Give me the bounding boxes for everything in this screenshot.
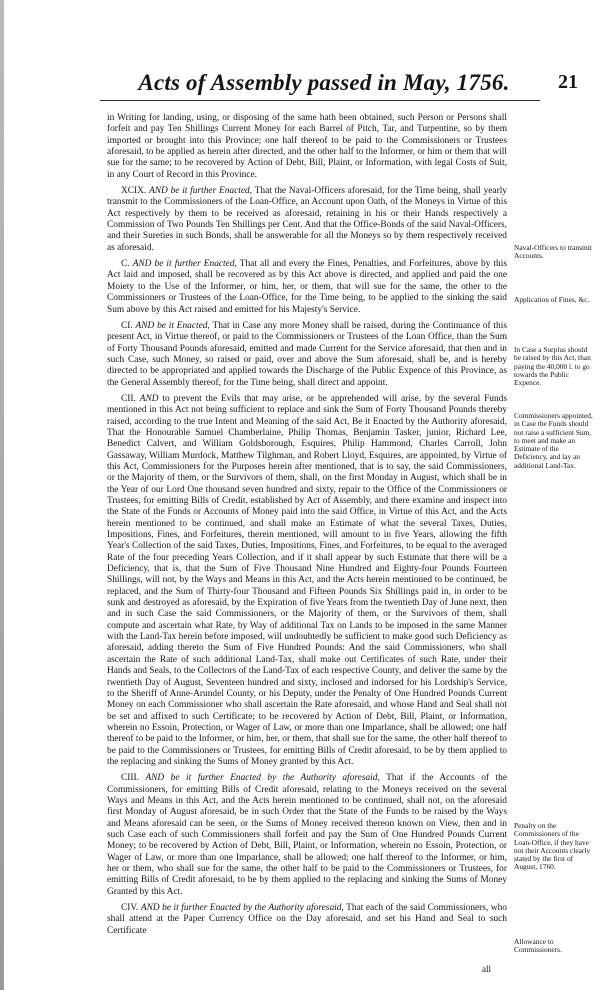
margin-note-surplus: In Case a Surplus should be raised by this Act, than paying the 40,000 l. to go towards the Public Expence.: [514, 345, 591, 388]
paragraph-text: That each of the said Commissioners, who shall attend at the Paper Currency Office on the Day aforesaid, and set his Hand and Seal to such Certificate: [107, 903, 507, 936]
paragraph-text: That all and every the Fines, Penalties, and Forfeitures, above by this Act laid and imposed, shall be recovered as by this Act above is directed, and applied and paid the one Moiety to the Use of the Informer, or him, her, or them, that will sue for the same, the other to the Commissioners or Trustees of the Loan-Office, for the Time being, to be applied to the sinking the said Sum above by this Act raised and emitted for his Majesty's Service.: [107, 259, 508, 315]
paragraph-continued: [107, 113, 507, 181]
margin-note-naval-officers: Naval-Officers to transmit Accounts.: [514, 243, 592, 261]
margin-note-allowance: Allowance to Commissioners.: [514, 937, 562, 955]
enacting-clause: AND: [139, 393, 159, 404]
paragraph-c: [107, 259, 507, 316]
binding-edge: [0, 0, 4, 990]
paragraph-text: in Writing for landing, using, or disposing of the same hath been obtained, such Person or Persons shall forfeit and pay Ten Shillings Current Money for each Barrel of Pitch, Tar, and Turpentine, so by them imported or brought into this Province; one half thereof to be paid to the Commissioners or Trustees aforesaid, to be applied as herein after directed, and the other half to the Informer, or him or them that will sue for the same; to be recovered by Action of Debt, Bill, Plaint, or Information, with legal Costs of Suit, in any Court of Record in this Province.: [107, 113, 507, 180]
section-number: CII.: [121, 393, 136, 404]
paragraph-text: That the Naval-Officers aforesaid, for the Time being, shall yearly transmit to the Commissioners of the Loan-Office, an Account upon Oath, of the Moneys in Virtue of this Act respectively by them to be received as aforesaid, retaining in his or their Hands respectively a Commission of Two Pounds Ten Shillings per Cent. And that the Office-Bonds of the said Naval-Officers, and their Sureties in such Bonds, shall be answerable for all the Moneys so by them respectively received as aforesaid.: [107, 186, 507, 253]
paragraph-xcix: [107, 186, 507, 254]
page-number: 21: [558, 71, 578, 93]
margin-note-fines: Application of Fines, &c.: [514, 295, 590, 304]
section-number: CIII.: [121, 773, 139, 784]
paragraph-text: That if the Accounts of the Commissioners, for emitting Bills of Credit aforesaid, relating to the Moneys received on the several Ways and Means in this Act, and the Acts herein mentioned to be continued, shall not, on the aforesaid first Monday of August aforesaid, be in such Order that the State of the Funds to be raised by the Ways and Means aforesaid can be seen, or the Sums of Money received thereon known on View, then and in such Case each of such Commissioners shall forfeit and pay the Sum of One Hundred Pounds Current Money; to be recovered by Action of Debt, Bill, Plaint, or Information, wherein no Essoin, Protection, or Wager of Law, or more than one Imparlance, shall be allowed; one half thereof to the Informer, or him, her or them, who shall sue for the same, the other half to be paid to the Commissioners or Trustees, for emitting Bills of Credit aforesaid, to be by them applied to the replacing and sinking the Sums of Money Granted by this Act.: [107, 773, 508, 897]
enacting-clause: AND be it further Enacted,: [149, 186, 253, 197]
section-number: C.: [121, 259, 130, 270]
margin-note-commissioners: Commissioners appointed, in Case the Funds should not raise a sufficient Sum, to meet and make an Estimate of the Deficiency, and lay an additional Land-Tax.: [514, 411, 593, 470]
body-text: [107, 113, 507, 942]
catchword: all: [482, 964, 491, 974]
paragraph-ciii: [107, 773, 507, 898]
paragraph-text: That in Case any more Money shall be raised, during the Continuance of this present Act, in Virtue thereof, or paid to the Commissioners or Trustees of the Loan Office, than the Sum of Forty Thousand Pounds aforesaid, emitted and made Current for the Service aforesaid, that then and in such Case, such Money, so raised or paid, over and above the Sum aforesaid, shall be, and is hereby directed to be appropriated and applied towards the Discharge of the Public Expence of this Province, as the General Assembly thereof, for the Time being, shall direct and appoint.: [107, 320, 507, 388]
enacting-clause: AND be it further Enacted by the Authority aforesaid,: [145, 773, 380, 784]
page-header: [90, 70, 578, 102]
running-title: Acts of Assembly passed in May, 1756.: [138, 70, 510, 95]
section-number: CIV.: [121, 903, 139, 914]
margin-note-penalty: Penalty on the Commissioners of the Loan-Office, if they have not their Accounts clearly stated by the first of August, 1760.: [514, 821, 591, 872]
enacting-clause: AND be it Enacted,: [135, 320, 210, 331]
enacting-clause: AND be it further Enacted by the Authority aforesaid,: [140, 903, 344, 914]
enacting-clause: AND be it further Enacted,: [132, 259, 237, 270]
header-rule: [100, 100, 540, 101]
paragraph-civ: [107, 903, 507, 937]
section-number: CI.: [121, 320, 133, 331]
paragraph-ci: [107, 321, 507, 389]
section-number: XCIX.: [121, 186, 147, 197]
paragraph-text: to prevent the Evils that may arise, or be apprehended will arise, by the several Funds mentioned in this Act not being sufficient to replace and sink the Sum of Forty Thousand Pounds thereby raised, according to the true Intent and Meaning of the said Act, Be it Enacted by the Authority aforesaid, That the Honourable Samuel Chamberlaine, Philip Thomas, Benjamin Tasker, junior, Richard Lee, Benedict Calvert, and William Goldsborough, Esquires, Philip Hammond, Charles Carroll, John Gassaway, William Murdock, Matthew Tilghman, and Robert Lloyd, Esquires, are appointed, by Virtue of this Act, Commissioners for the Purposes herein after mentioned, that is to say, the said Commissioners, or the Majority of them, or the Survivors of them, shall, on the first Monday in August, which shall be in the Year of our Lord One thousand seven hundred and sixty, repair to the Office of the Commissioners or Trustees, for emitting Bills of Credit, established by Act of Assembly, and there examine and inspect into the State of the Funds or Accounts of Money paid into the said Office, in Virtue of this Act, and the Acts herein mentioned to be continued, and shall make an Estimate of what the several Taxes, Duties, Impositions, Fines, and Forfeitures, therein mentioned, will amount to in five Years, allowing the fifth Year's Collection of the said Taxes, Duties, Impositions, Fines, and Forfeitures, to be equal to the averaged Rate of the four preceding Years Collection, and if it shall appear by such Estimate that there will be a Deficiency, that is, that the Sum of Five Thousand Nine Hundred and Eighty-four Pounds Fourteen Shillings, will not, by the Ways and Means in this Act, and the Acts herein mentioned to be continued, be replaced, and the Sum of Thirty-four Thousand and Fifteen Pounds Six Shillings paid in, in order to be sunk and destroyed as aforesaid, by the Expiration of five Years from the twentieth Day of June next, then and in such Case the said Commissioners, or the Majority of them, or the Survivors of them, shall compute and ascertain what Rate, by Way of additional Tax on Lands to be imposed in the same Manner with the Land-Tax herein before imposed, will undoubtedly be sufficient to make good such Deficiency as aforesaid, adding thereto the Sum of Five Hundred Pounds: And the said Commissioners, who shall ascertain the Rate of such additional Land-Tax, shall make out Certificates of such Rate, under their Hands and Seals, to the Collectors of the Land-Tax of each respective County, and deliver the same by the twentieth Day of August, Seventeen hundred and sixty, inclosed and indorsed for his Lordship's Service, to the Sheriff of Anne-Arundel County, or his Deputy, under the Penalty of One Hundred Pounds Current Money on each Commissioner who shall ascertain the Rate aforesaid, and whose Hand and Seal shall not be set and affixed to such Certificate; to be recovered by Action of Debt, Bill, Plaint, or Information, wherein no Essoin, Protection, or Wager of Law, or more than one Imparlance, shall be allowed; one half thereof to be paid to the Informer, or him, her, or them, that shall sue for the same, the other half thereof to be paid to the Commissioners or Trustees, for emitting Bills of Credit aforesaid, to be by them applied to the replacing and sinking the Sums of Money granted by this Act.: [107, 393, 508, 767]
paragraph-cii: [107, 394, 507, 768]
